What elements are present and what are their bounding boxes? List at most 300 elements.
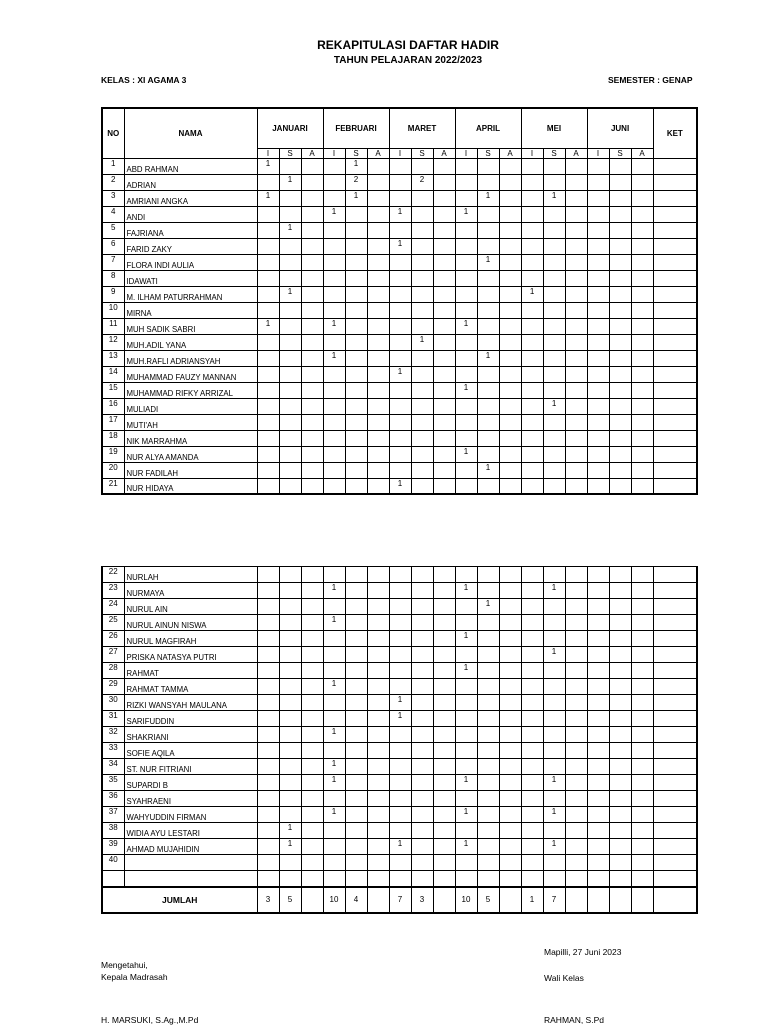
attendance-cell	[367, 695, 389, 711]
attendance-cell	[367, 775, 389, 791]
attendance-cell	[587, 430, 609, 446]
ket-cell	[653, 190, 697, 206]
attendance-cell: 1	[521, 286, 543, 302]
student-name: IDAWATI	[124, 270, 257, 286]
attendance-cell	[587, 839, 609, 855]
attendance-cell	[279, 414, 301, 430]
attendance-cell	[323, 222, 345, 238]
attendance-cell	[323, 711, 345, 727]
total-cell	[499, 887, 521, 913]
attendance-cell	[301, 238, 323, 254]
attendance-cell	[587, 775, 609, 791]
empty-cell	[521, 871, 543, 887]
attendance-cell	[587, 414, 609, 430]
attendance-cell	[367, 318, 389, 334]
attendance-cell	[565, 647, 587, 663]
ket-cell	[653, 583, 697, 599]
attendance-cell	[301, 839, 323, 855]
row-number: 25	[102, 615, 124, 631]
attendance-cell	[345, 414, 367, 430]
attendance-cell	[521, 855, 543, 871]
attendance-cell	[257, 599, 279, 615]
attendance-cell	[411, 855, 433, 871]
row-number: 33	[102, 743, 124, 759]
attendance-cell	[521, 430, 543, 446]
attendance-cell	[301, 334, 323, 350]
attendance-cell	[499, 190, 521, 206]
row-number: 38	[102, 823, 124, 839]
attendance-cell	[389, 567, 411, 583]
attendance-cell	[477, 743, 499, 759]
attendance-cell	[345, 334, 367, 350]
attendance-cell	[301, 446, 323, 462]
ket-cell	[653, 727, 697, 743]
attendance-cell: 1	[279, 174, 301, 190]
ket-cell	[653, 398, 697, 414]
attendance-cell	[323, 599, 345, 615]
sub-header: I	[455, 148, 477, 158]
attendance-cell	[345, 807, 367, 823]
attendance-cell	[521, 599, 543, 615]
attendance-cell	[499, 807, 521, 823]
attendance-cell	[411, 158, 433, 174]
attendance-cell	[631, 334, 653, 350]
attendance-cell	[565, 190, 587, 206]
sub-header: I	[587, 148, 609, 158]
attendance-cell	[499, 238, 521, 254]
student-name: WIDIA AYU LESTARI	[124, 823, 257, 839]
attendance-cell	[345, 727, 367, 743]
attendance-cell	[323, 478, 345, 494]
attendance-cell	[521, 174, 543, 190]
ket-cell	[653, 238, 697, 254]
total-ket-cell	[653, 887, 697, 913]
attendance-cell	[411, 462, 433, 478]
student-name: NUR ALYA AMANDA	[124, 446, 257, 462]
attendance-cell	[543, 430, 565, 446]
sub-header: A	[433, 148, 455, 158]
attendance-cell: 2	[345, 174, 367, 190]
attendance-cell: 1	[389, 206, 411, 222]
attendance-cell: 1	[455, 839, 477, 855]
attendance-cell	[631, 222, 653, 238]
attendance-cell	[279, 743, 301, 759]
attendance-cell	[543, 567, 565, 583]
attendance-cell	[323, 567, 345, 583]
attendance-cell	[631, 254, 653, 270]
attendance-cell	[411, 222, 433, 238]
attendance-cell	[587, 647, 609, 663]
attendance-cell	[455, 711, 477, 727]
attendance-cell	[301, 366, 323, 382]
table-row	[102, 382, 697, 398]
attendance-cell	[389, 743, 411, 759]
attendance-cell	[279, 206, 301, 222]
attendance-cell: 1	[389, 238, 411, 254]
attendance-cell	[411, 382, 433, 398]
attendance-cell	[367, 727, 389, 743]
attendance-cell	[455, 695, 477, 711]
attendance-cell: 1	[455, 446, 477, 462]
attendance-cell	[521, 679, 543, 695]
row-number: 35	[102, 775, 124, 791]
attendance-cell	[609, 222, 631, 238]
table-row	[102, 679, 697, 695]
attendance-cell	[257, 206, 279, 222]
attendance-cell	[477, 382, 499, 398]
attendance-cell	[433, 791, 455, 807]
attendance-cell	[565, 254, 587, 270]
empty-cell	[477, 871, 499, 887]
attendance-cell	[323, 663, 345, 679]
attendance-cell: 1	[389, 695, 411, 711]
attendance-cell	[301, 823, 323, 839]
attendance-cell: 1	[455, 382, 477, 398]
attendance-cell	[565, 478, 587, 494]
table-row	[102, 791, 697, 807]
attendance-cell: 1	[411, 334, 433, 350]
attendance-cell	[279, 382, 301, 398]
attendance-cell	[455, 174, 477, 190]
attendance-cell	[499, 414, 521, 430]
attendance-cell	[521, 791, 543, 807]
attendance-cell	[411, 567, 433, 583]
attendance-cell	[609, 615, 631, 631]
month-header: APRIL	[455, 108, 521, 148]
document-subtitle: TAHUN PELAJARAN 2022/2023	[333, 55, 483, 66]
attendance-cell	[521, 414, 543, 430]
attendance-cell	[631, 807, 653, 823]
attendance-cell	[499, 350, 521, 366]
student-name: FAJRIANA	[124, 222, 257, 238]
student-name: ANDI	[124, 206, 257, 222]
table-row	[102, 430, 697, 446]
attendance-cell: 1	[389, 711, 411, 727]
attendance-cell	[521, 318, 543, 334]
attendance-cell	[345, 839, 367, 855]
col-header-nama: NAMA	[124, 108, 257, 158]
student-name: MIRNA	[124, 302, 257, 318]
attendance-cell	[587, 462, 609, 478]
student-name: MUH SADIK SABRI	[124, 318, 257, 334]
attendance-cell	[433, 446, 455, 462]
attendance-cell	[433, 430, 455, 446]
attendance-cell	[411, 366, 433, 382]
attendance-cell	[411, 302, 433, 318]
attendance-cell	[301, 414, 323, 430]
table-row	[102, 350, 697, 366]
attendance-cell	[477, 727, 499, 743]
attendance-cell	[543, 222, 565, 238]
attendance-cell	[345, 350, 367, 366]
attendance-cell	[411, 615, 433, 631]
attendance-cell	[411, 414, 433, 430]
attendance-cell	[411, 711, 433, 727]
attendance-cell	[433, 615, 455, 631]
row-number: 26	[102, 631, 124, 647]
attendance-cell	[257, 366, 279, 382]
attendance-cell	[609, 302, 631, 318]
month-header: JANUARI	[257, 108, 323, 148]
attendance-cell	[455, 430, 477, 446]
empty-cell	[455, 871, 477, 887]
row-number: 29	[102, 679, 124, 695]
attendance-cell	[609, 663, 631, 679]
ket-cell	[653, 366, 697, 382]
attendance-cell	[367, 190, 389, 206]
attendance-cell	[279, 350, 301, 366]
attendance-cell	[587, 855, 609, 871]
attendance-cell	[609, 238, 631, 254]
attendance-cell	[455, 270, 477, 286]
attendance-cell	[477, 823, 499, 839]
attendance-cell	[257, 807, 279, 823]
attendance-cell	[587, 823, 609, 839]
attendance-cell	[499, 446, 521, 462]
attendance-cell	[631, 398, 653, 414]
attendance-cell	[499, 695, 521, 711]
attendance-cell	[433, 855, 455, 871]
attendance-cell	[543, 711, 565, 727]
empty-cell	[609, 871, 631, 887]
attendance-cell	[631, 775, 653, 791]
attendance-cell	[477, 318, 499, 334]
attendance-cell	[477, 398, 499, 414]
attendance-cell	[301, 663, 323, 679]
attendance-cell	[301, 711, 323, 727]
attendance-cell	[301, 647, 323, 663]
attendance-cell	[565, 446, 587, 462]
attendance-cell	[499, 823, 521, 839]
attendance-cell	[565, 158, 587, 174]
table-row	[102, 647, 697, 663]
attendance-cell	[543, 615, 565, 631]
attendance-cell	[301, 350, 323, 366]
attendance-cell	[499, 727, 521, 743]
attendance-cell	[345, 823, 367, 839]
attendance-cell	[455, 791, 477, 807]
attendance-cell	[521, 583, 543, 599]
student-name: SOFIE AQILA	[124, 743, 257, 759]
attendance-cell	[521, 254, 543, 270]
attendance-cell	[411, 270, 433, 286]
attendance-cell	[455, 366, 477, 382]
attendance-cell	[565, 727, 587, 743]
attendance-cell	[499, 567, 521, 583]
attendance-cell: 1	[543, 807, 565, 823]
attendance-cell	[631, 174, 653, 190]
empty-cell	[301, 871, 323, 887]
principal-title: Kepala Madrasah	[101, 972, 168, 982]
attendance-cell	[587, 679, 609, 695]
attendance-cell	[323, 382, 345, 398]
empty-cell	[124, 871, 257, 887]
attendance-cell	[301, 190, 323, 206]
attendance-cell	[279, 631, 301, 647]
attendance-cell	[609, 190, 631, 206]
ket-cell	[653, 430, 697, 446]
attendance-cell	[367, 222, 389, 238]
attendance-cell	[301, 430, 323, 446]
student-name: FARID ZAKY	[124, 238, 257, 254]
attendance-cell	[477, 446, 499, 462]
table-row	[102, 871, 697, 887]
attendance-cell	[389, 599, 411, 615]
attendance-cell	[411, 807, 433, 823]
attendance-cell	[565, 350, 587, 366]
attendance-cell	[565, 679, 587, 695]
attendance-cell	[279, 855, 301, 871]
attendance-cell	[411, 647, 433, 663]
attendance-cell	[411, 695, 433, 711]
attendance-cell	[323, 238, 345, 254]
attendance-cell	[323, 430, 345, 446]
attendance-cell	[587, 222, 609, 238]
table-row	[102, 727, 697, 743]
attendance-cell	[279, 158, 301, 174]
attendance-cell	[411, 446, 433, 462]
attendance-cell	[345, 478, 367, 494]
attendance-cell	[609, 478, 631, 494]
total-cell: 10	[323, 887, 345, 913]
attendance-cell	[587, 727, 609, 743]
attendance-cell	[433, 599, 455, 615]
attendance-cell	[587, 190, 609, 206]
attendance-cell	[433, 414, 455, 430]
attendance-cell	[279, 462, 301, 478]
attendance-cell	[279, 791, 301, 807]
student-name: NURUL AIN	[124, 599, 257, 615]
attendance-cell	[609, 727, 631, 743]
attendance-cell	[389, 430, 411, 446]
attendance-cell	[433, 647, 455, 663]
empty-cell	[433, 871, 455, 887]
table-row	[102, 695, 697, 711]
attendance-cell	[631, 446, 653, 462]
attendance-cell	[587, 631, 609, 647]
attendance-cell	[609, 823, 631, 839]
attendance-cell: 1	[323, 807, 345, 823]
attendance-cell	[499, 478, 521, 494]
attendance-cell	[609, 286, 631, 302]
sub-header: S	[279, 148, 301, 158]
attendance-cell	[631, 695, 653, 711]
attendance-cell	[455, 743, 477, 759]
attendance-cell	[631, 615, 653, 631]
attendance-cell	[499, 647, 521, 663]
total-row	[102, 887, 697, 913]
attendance-cell	[521, 190, 543, 206]
attendance-cell	[587, 663, 609, 679]
attendance-cell	[257, 238, 279, 254]
attendance-cell: 1	[257, 318, 279, 334]
attendance-cell	[411, 430, 433, 446]
attendance-cell	[521, 478, 543, 494]
row-number: 12	[102, 334, 124, 350]
ket-cell	[653, 647, 697, 663]
total-cell	[565, 887, 587, 913]
ket-cell	[653, 743, 697, 759]
attendance-cell	[565, 583, 587, 599]
attendance-cell	[565, 695, 587, 711]
attendance-cell	[587, 478, 609, 494]
attendance-cell	[609, 775, 631, 791]
attendance-cell	[477, 334, 499, 350]
row-number: 30	[102, 695, 124, 711]
attendance-cell	[521, 567, 543, 583]
attendance-cell	[389, 727, 411, 743]
attendance-cell	[455, 567, 477, 583]
attendance-cell	[477, 238, 499, 254]
attendance-cell	[411, 583, 433, 599]
attendance-cell	[279, 567, 301, 583]
attendance-cell	[389, 855, 411, 871]
ket-cell	[653, 711, 697, 727]
attendance-cell	[367, 334, 389, 350]
attendance-cell	[367, 631, 389, 647]
attendance-cell	[631, 823, 653, 839]
attendance-cell	[367, 663, 389, 679]
attendance-cell	[565, 318, 587, 334]
attendance-cell	[323, 254, 345, 270]
attendance-cell	[543, 446, 565, 462]
attendance-cell	[257, 823, 279, 839]
attendance-cell	[345, 567, 367, 583]
attendance-cell: 1	[323, 583, 345, 599]
attendance-cell	[301, 567, 323, 583]
attendance-cell	[433, 743, 455, 759]
attendance-cell	[411, 286, 433, 302]
ket-cell	[653, 158, 697, 174]
homeroom-title: Wali Kelas	[544, 973, 584, 983]
attendance-cell	[301, 855, 323, 871]
class-label: KELAS : XI AGAMA 3	[101, 75, 187, 85]
ket-cell	[653, 855, 697, 871]
table-row	[102, 839, 697, 855]
attendance-cell	[455, 158, 477, 174]
attendance-cell	[433, 206, 455, 222]
attendance-cell	[257, 174, 279, 190]
ket-cell	[653, 631, 697, 647]
attendance-cell	[345, 286, 367, 302]
attendance-cell	[301, 775, 323, 791]
table-row	[102, 855, 697, 871]
attendance-cell	[521, 270, 543, 286]
attendance-cell	[455, 254, 477, 270]
attendance-cell	[367, 238, 389, 254]
attendance-cell	[389, 270, 411, 286]
attendance-cell	[367, 446, 389, 462]
attendance-cell	[565, 270, 587, 286]
attendance-cell	[609, 430, 631, 446]
attendance-cell	[609, 807, 631, 823]
attendance-cell	[521, 302, 543, 318]
attendance-cell	[301, 759, 323, 775]
row-number: 11	[102, 318, 124, 334]
attendance-cell	[609, 855, 631, 871]
student-name: AHMAD MUJAHIDIN	[124, 839, 257, 855]
acknowledged-label: Mengetahui,	[101, 960, 148, 970]
attendance-cell	[587, 334, 609, 350]
attendance-cell	[499, 615, 521, 631]
sub-header: A	[631, 148, 653, 158]
attendance-cell	[631, 855, 653, 871]
attendance-cell	[609, 743, 631, 759]
attendance-cell	[521, 398, 543, 414]
attendance-cell	[631, 286, 653, 302]
ket-cell	[653, 254, 697, 270]
attendance-cell	[345, 695, 367, 711]
